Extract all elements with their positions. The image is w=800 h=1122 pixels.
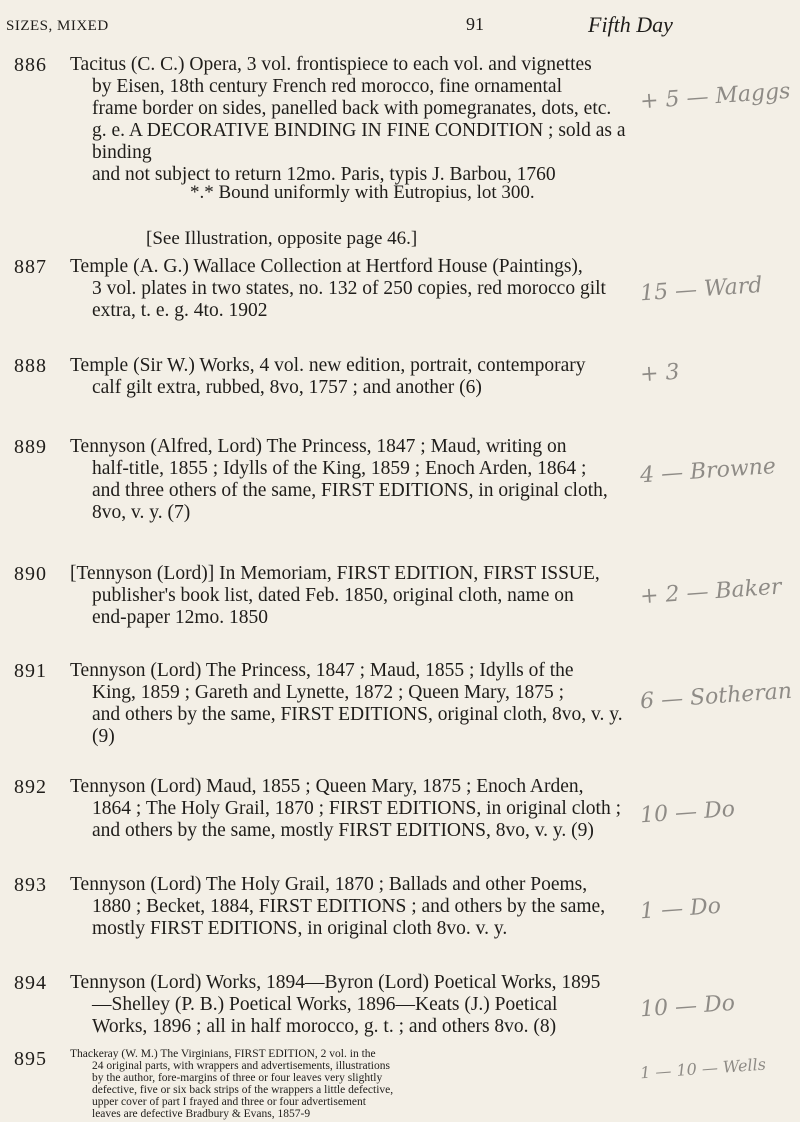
handwritten-annotation: 1 — Do [639, 893, 722, 925]
lot-number: 886 [14, 54, 47, 76]
lot-line: 8vo, v. y. (7) [92, 502, 191, 523]
lot-line: mostly FIRST EDITIONS, in original cloth 8vo. v. y. [92, 918, 508, 939]
lot-description [70, 776, 630, 842]
lot-line: by the author, fore-margins of three or four leaves very slightly [92, 1072, 383, 1084]
lot-description [70, 436, 630, 524]
lot-description [70, 874, 630, 940]
lot-line: and three others of the same, FIRST EDITIONS, in original cloth, [92, 480, 608, 501]
lot-line: g. e. A DECORATIVE BINDING IN FINE CONDITION ; sold as a binding [92, 120, 626, 163]
page-header [0, 12, 800, 42]
lot-line: publisher's book list, dated Feb. 1850, original cloth, name on [92, 585, 574, 606]
lot-description [70, 54, 630, 186]
lot-number: 890 [14, 563, 47, 585]
lot-description [70, 355, 630, 399]
lot-line: Tennyson (Lord) The Holy Grail, 1870 ; Ballads and other Poems, [70, 874, 588, 895]
lot-line: Tennyson (Alfred, Lord) The Princess, 1847 ; Maud, writing on [70, 436, 567, 457]
lot-description [70, 660, 630, 748]
handwritten-annotation: + 3 [639, 359, 681, 388]
lot-number: 887 [14, 256, 47, 278]
lot-line: end-paper 12mo. 1850 [92, 607, 268, 628]
lot-number: 891 [14, 660, 47, 682]
lot-line: and not subject to return 12mo. Paris, typis J. Barbou, 1760 [92, 164, 556, 185]
lot-line: 1864 ; The Holy Grail, 1870 ; FIRST EDITIONS, in original cloth ; [92, 798, 621, 819]
illustration-reference: [See Illustration, opposite page 46.] [146, 228, 418, 249]
lot-description [70, 563, 630, 629]
header-sizes: SIZES, MIXED [6, 18, 109, 34]
sale-day: Fifth Day [588, 12, 673, 37]
lot-line: and others by the same, mostly FIRST EDITIONS, 8vo, v. y. (9) [92, 820, 594, 841]
lot-line: frame border on sides, panelled back with pomegranates, dots, etc. [92, 98, 612, 119]
lot-line: and others by the same, FIRST EDITIONS, original cloth, 8vo, v. y. [92, 704, 623, 725]
lot-line: calf gilt extra, rubbed, 8vo, 1757 ; and another (6) [92, 377, 482, 398]
handwritten-annotation: + 5 — Maggs [639, 78, 792, 115]
lot-line: extra, t. e. g. 4to. 1902 [92, 300, 268, 321]
page-number: 91 [466, 14, 484, 34]
handwritten-annotation: 6 — Sotheran [639, 678, 793, 715]
lot-line: leaves are defective Bradbury & Evans, 1857-9 [92, 1108, 311, 1120]
lot-description [70, 1048, 630, 1120]
lot-line: upper cover of part I frayed and three or four advertisement [92, 1096, 366, 1108]
lot-description [70, 972, 630, 1038]
lot-line: 24 original parts, with wrappers and advertisements, illustrations [92, 1060, 390, 1072]
lot-number: 889 [14, 436, 47, 458]
handwritten-annotation: 1 — 10 — Wells [639, 1054, 767, 1083]
lot-number: 894 [14, 972, 47, 994]
lot-line: by Eisen, 18th century French red morocco, fine ornamental [92, 76, 563, 97]
lot-line: half-title, 1855 ; Idylls of the King, 1859 ; Enoch Arden, 1864 ; [92, 458, 587, 479]
lot-line: defective, five or six back strips of the wrappers a little defective, [92, 1084, 394, 1096]
lot-line: [Tennyson (Lord)] In Memoriam, FIRST EDITION, FIRST ISSUE, [70, 563, 600, 584]
lot-line: 3 vol. plates in two states, no. 132 of 250 copies, red morocco gilt [92, 278, 606, 299]
handwritten-annotation: 15 — Ward [639, 272, 764, 307]
lot-line: Tacitus (C. C.) Opera, 3 vol. frontispiece to each vol. and vignettes [70, 54, 592, 75]
lot-line: King, 1859 ; Gareth and Lynette, 1872 ; Queen Mary, 1875 ; [92, 682, 565, 703]
lot-number: 892 [14, 776, 47, 798]
lot-line: —Shelley (P. B.) Poetical Works, 1896—Keats (J.) Poetical [92, 994, 558, 1015]
lot-line: Temple (Sir W.) Works, 4 vol. new edition, portrait, contemporary [70, 355, 586, 376]
handwritten-annotation: 10 — Do [639, 796, 736, 829]
handwritten-annotation: + 2 — Baker [639, 574, 783, 610]
handwritten-annotation: 4 — Browne [639, 453, 777, 489]
lot-line: Works, 1896 ; all in half morocco, g. t. ; and others 8vo. (8) [92, 1016, 557, 1037]
lot-line: Temple (A. G.) Wallace Collection at Hertford House (Paintings), [70, 256, 583, 277]
lot-line: 1880 ; Becket, 1884, FIRST EDITIONS ; and others by the same, [92, 896, 606, 917]
lot-number: 888 [14, 355, 47, 377]
lot-line: Thackeray (W. M.) The Virginians, FIRST EDITION, 2 vol. in the [70, 1048, 376, 1060]
lot-note: *.* Bound uniformly with Eutropius, lot 300. [190, 182, 535, 203]
lot-line: Tennyson (Lord) Works, 1894—Byron (Lord) Poetical Works, 1895 [70, 972, 601, 993]
handwritten-annotation: 10 — Do [639, 990, 736, 1023]
lot-line: Tennyson (Lord) The Princess, 1847 ; Maud, 1855 ; Idylls of the [70, 660, 574, 681]
lot-number: 895 [14, 1048, 47, 1070]
lot-number: 893 [14, 874, 47, 896]
lot-line: Tennyson (Lord) Maud, 1855 ; Queen Mary, 1875 ; Enoch Arden, [70, 776, 584, 797]
lot-description [70, 256, 630, 322]
lot-line: (9) [92, 726, 115, 747]
